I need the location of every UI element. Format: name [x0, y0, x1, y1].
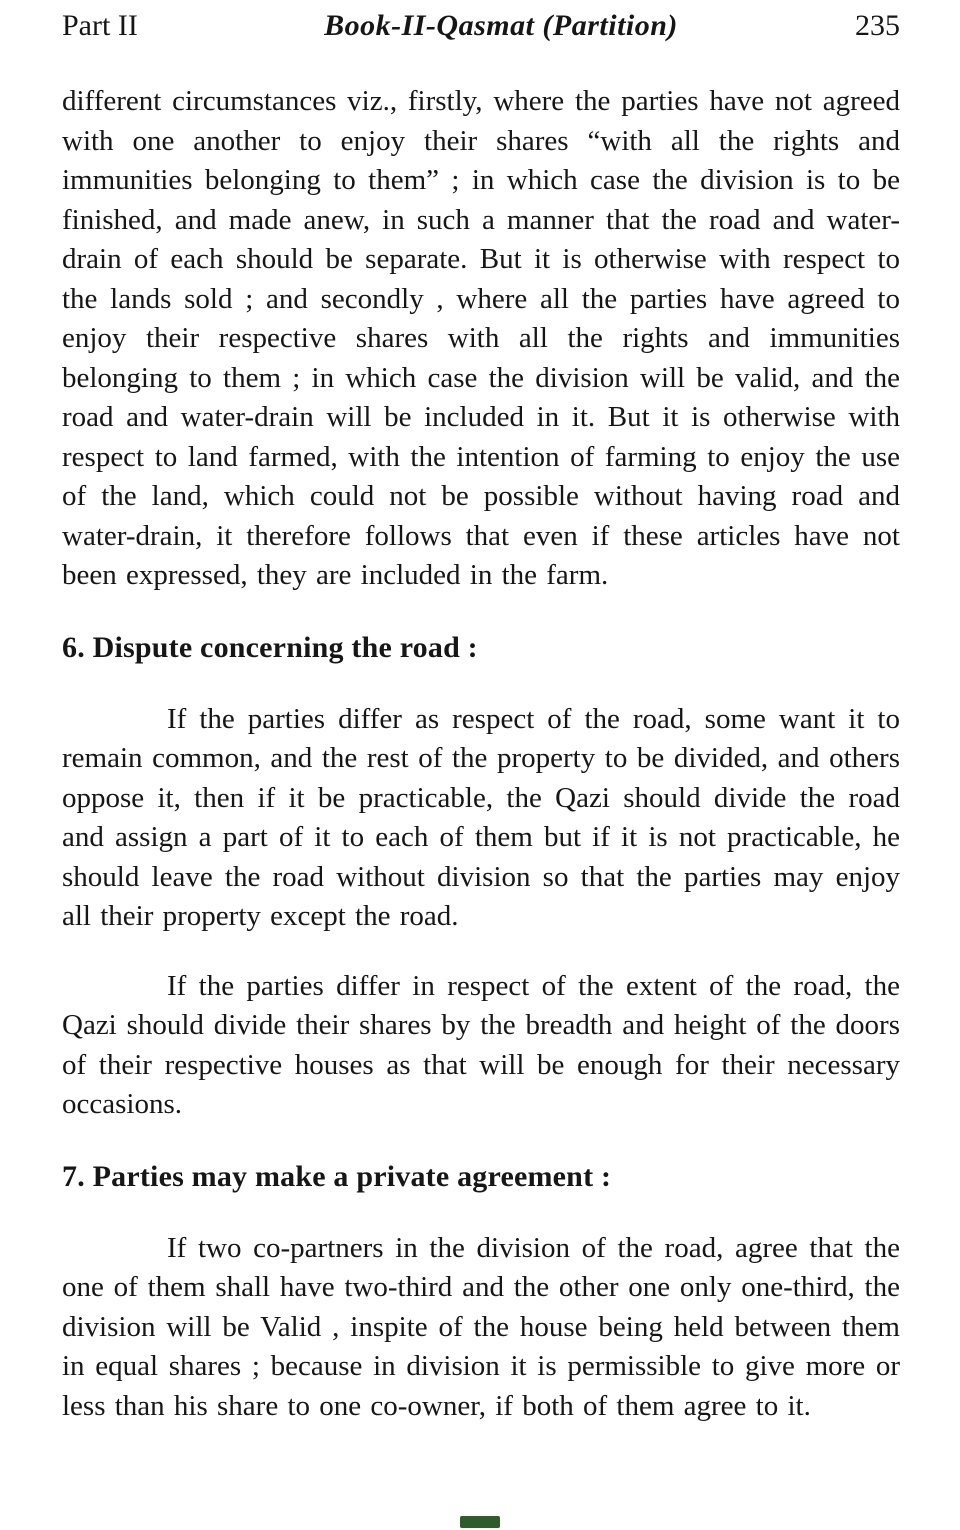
paragraph-dispute-1: If the parties differ as respect of the road, some want it to remain common, and the rest of the property to be divided, and others oppose it, then if it be practicable, the Qazi should divide the road and assign a part of it to each of them but if it is not practicable, he should leave the road without division so that the parties may enjoy all their property except the road.	[62, 702, 900, 932]
scan-artifact-mark	[460, 1516, 500, 1528]
paragraph-dispute-2: If the parties differ in respect of the extent of the road, the Qazi should divide their shares by the breadth and height of the doors of their respective houses as that will be enough for their necessary occasions.	[62, 969, 900, 1120]
part-label: Part II	[62, 9, 138, 42]
running-header	[62, 8, 900, 44]
page-number: 235	[855, 9, 900, 42]
section-heading-7: 7. Parties may make a private agreement :	[62, 1159, 612, 1193]
paragraph-continuation: different circumstances viz., firstly, where the parties have not agreed with one another to enjoy their shares “with all the rights and immunities belonging to them” ; in which case the division is to be finished, and made anew, in such a manner that the road and water-drain of each should be separate. But it is otherwise with respect to the lands sold ; and secondly , where all the parties have agreed to enjoy their respective shares with all the rights and immunities belonging to them ; in which case the division will be valid, and the road and water-drain will be included in it. But it is otherwise with respect to land farmed, with the intention of farming to enjoy the use of the land, which could not be possible without having road and water-drain, it therefore follows that even if these articles have not been expressed, they are included in the farm.	[62, 85, 900, 591]
book-title: Book-II-Qasmat (Partition)	[324, 9, 678, 42]
section-heading-6: 6. Dispute concerning the road :	[62, 630, 478, 664]
paragraph-agreement: If two co-partners in the division of the road, agree that the one of them shall have two-third and the other one only one-third, the division will be Valid , inspite of the house being held between them in equal shares ; because in division it is permissible to give more or less than his share to one co-owner, if both of them agree to it.	[62, 1231, 900, 1422]
